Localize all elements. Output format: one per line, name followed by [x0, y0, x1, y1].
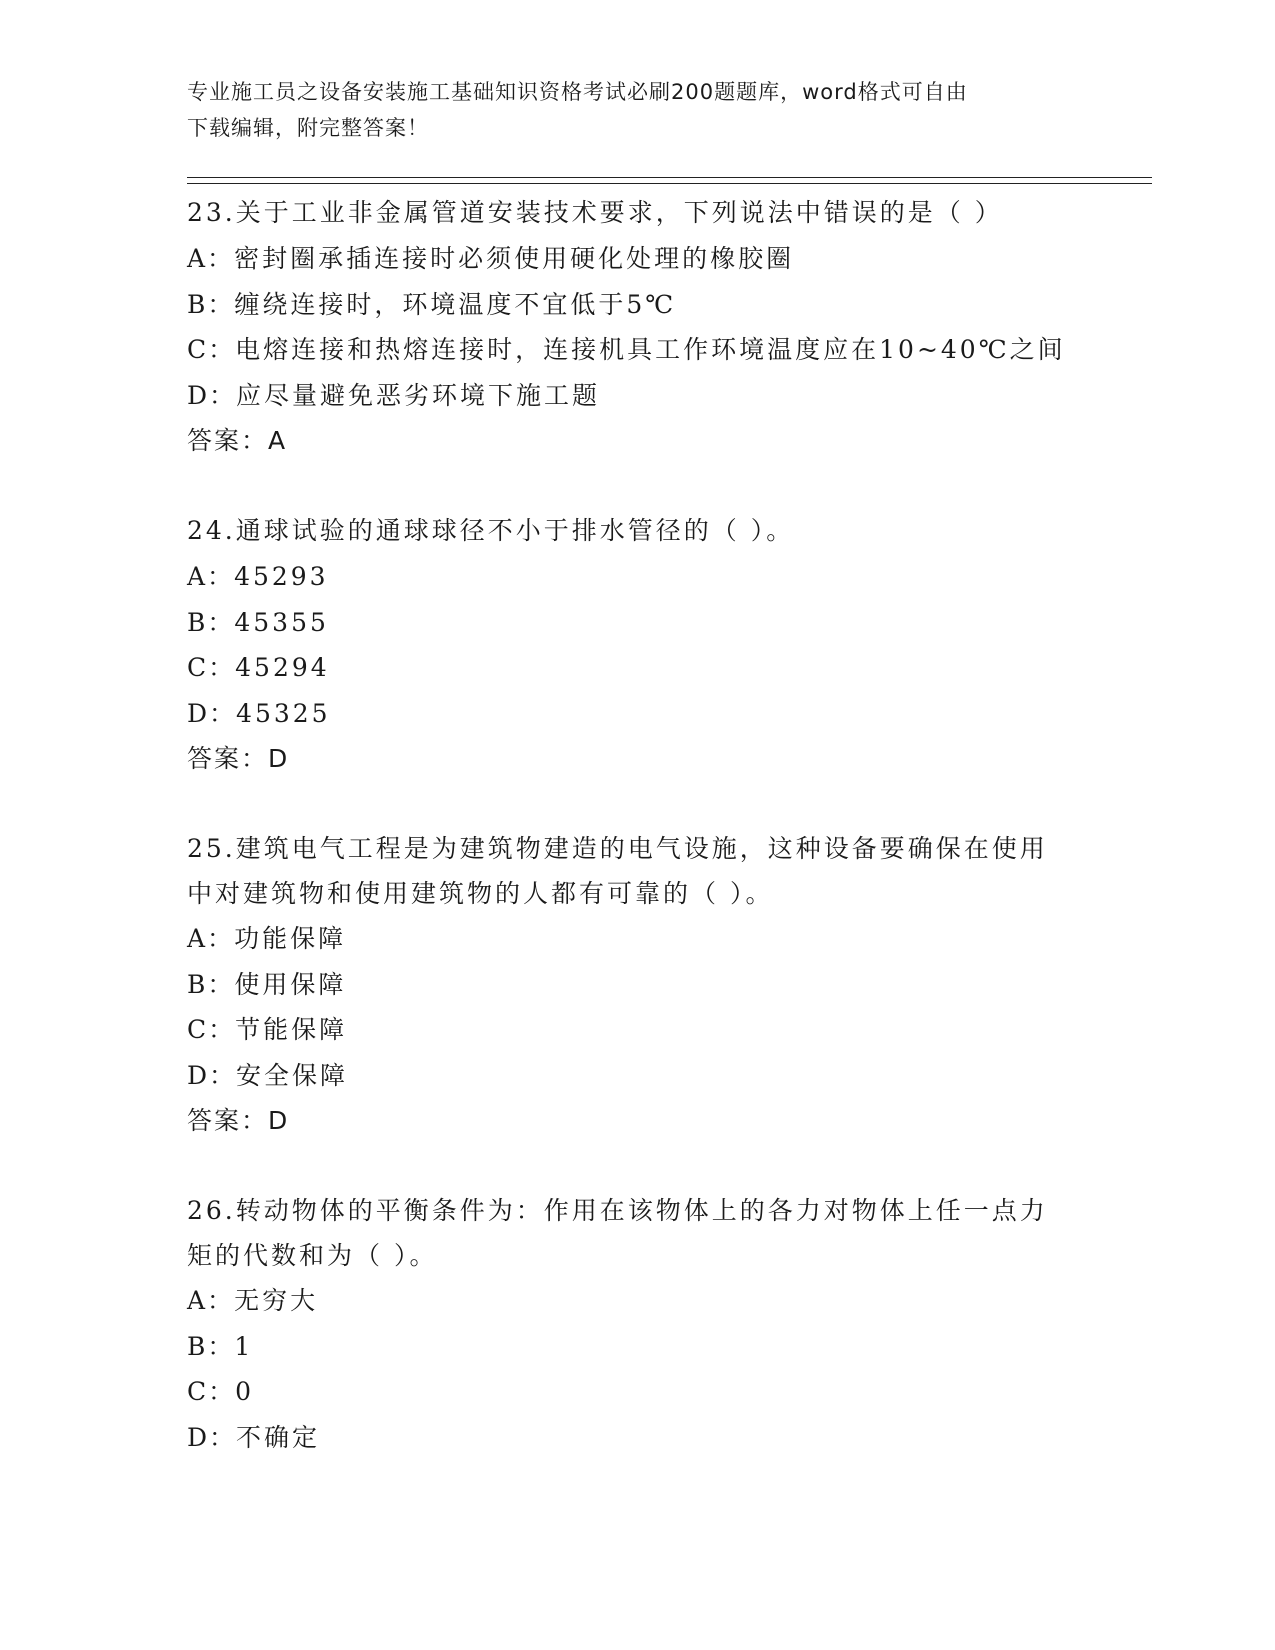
question-stem: 26.转动物体的平衡条件为：作用在该物体上的各力对物体上任一点力 [187, 1196, 1048, 1225]
option-b [187, 282, 1087, 328]
option-key: D： [187, 1060, 237, 1090]
question-26 [187, 1188, 1087, 1460]
question-25 [187, 826, 1087, 1144]
option-text: 缠绕连接时，环境温度不宜低于5℃ [234, 289, 677, 319]
option-text: 使用保障 [234, 969, 347, 999]
answer-label: 答案：A [187, 426, 288, 455]
option-text: 无穷大 [234, 1286, 319, 1315]
option-key: D： [187, 380, 237, 410]
page-header [187, 74, 1067, 146]
option-c [187, 1369, 1087, 1415]
option-d [187, 1053, 1087, 1099]
question-list [187, 190, 1087, 1460]
option-b [187, 962, 1087, 1008]
option-key: C： [187, 335, 236, 364]
option-key: D： [187, 698, 237, 728]
option-c [187, 327, 1087, 373]
option-key: A： [187, 244, 235, 273]
option-c [187, 1007, 1087, 1053]
question-24 [187, 508, 1087, 782]
option-key: C： [187, 1377, 236, 1406]
option-c [187, 645, 1087, 691]
option-a [187, 916, 1087, 962]
option-a [187, 554, 1087, 600]
option-key: B： [187, 607, 235, 637]
option-text: 节能保障 [235, 1015, 348, 1044]
option-a [187, 1278, 1087, 1324]
option-text: 0 [235, 1377, 255, 1406]
option-key: C： [187, 653, 236, 682]
option-key: B： [187, 289, 235, 319]
option-text: 45355 [234, 607, 329, 637]
option-text: 45325 [236, 698, 331, 728]
answer-label: 答案：D [187, 1106, 290, 1135]
option-d [187, 691, 1087, 737]
option-text: 45293 [234, 562, 329, 591]
question-stem-continued: 矩的代数和为（ ）。 [187, 1241, 438, 1270]
header-line-1: 专业施工员之设备安装施工基础知识资格考试必刷200题题库，word格式可自由 [187, 80, 968, 104]
option-text: 密封圈承插连接时必须使用硬化处理的橡胶圈 [234, 244, 795, 273]
question-stem: 23.关于工业非金属管道安装技术要求，下列说法中错误的是（ ） [187, 198, 1003, 227]
option-text: 不确定 [236, 1422, 321, 1452]
option-text: 功能保障 [234, 924, 347, 953]
option-d [187, 1415, 1087, 1461]
option-text: 1 [234, 1331, 254, 1361]
question-23 [187, 190, 1087, 464]
option-text: 安全保障 [236, 1060, 349, 1090]
option-key: A： [187, 1286, 235, 1315]
option-key: B： [187, 1331, 235, 1361]
option-b [187, 1324, 1087, 1370]
question-stem: 24.通球试验的通球球径不小于排水管径的（ ）。 [187, 516, 795, 545]
option-d [187, 373, 1087, 419]
option-key: B： [187, 969, 235, 999]
option-key: A： [187, 924, 235, 953]
option-text: 应尽量避免恶劣环境下施工题 [236, 380, 601, 410]
option-a [187, 236, 1087, 282]
option-text: 45294 [235, 653, 330, 682]
header-divider-top [187, 177, 1152, 178]
option-b [187, 600, 1087, 646]
header-line-2: 下载编辑，附完整答案！ [187, 116, 429, 140]
option-key: C： [187, 1015, 236, 1044]
option-key: D： [187, 1422, 237, 1452]
option-text: 电熔连接和热熔连接时，连接机具工作环境温度应在10~40℃之间 [235, 335, 1066, 364]
option-key: A： [187, 562, 235, 591]
question-stem: 25.建筑电气工程是为建筑物建造的电气设施，这种设备要确保在使用 [187, 834, 1048, 863]
question-stem-continued: 中对建筑物和使用建筑物的人都有可靠的（ ）。 [187, 879, 774, 908]
answer-label: 答案：D [187, 744, 290, 773]
header-divider-bottom [187, 183, 1152, 184]
